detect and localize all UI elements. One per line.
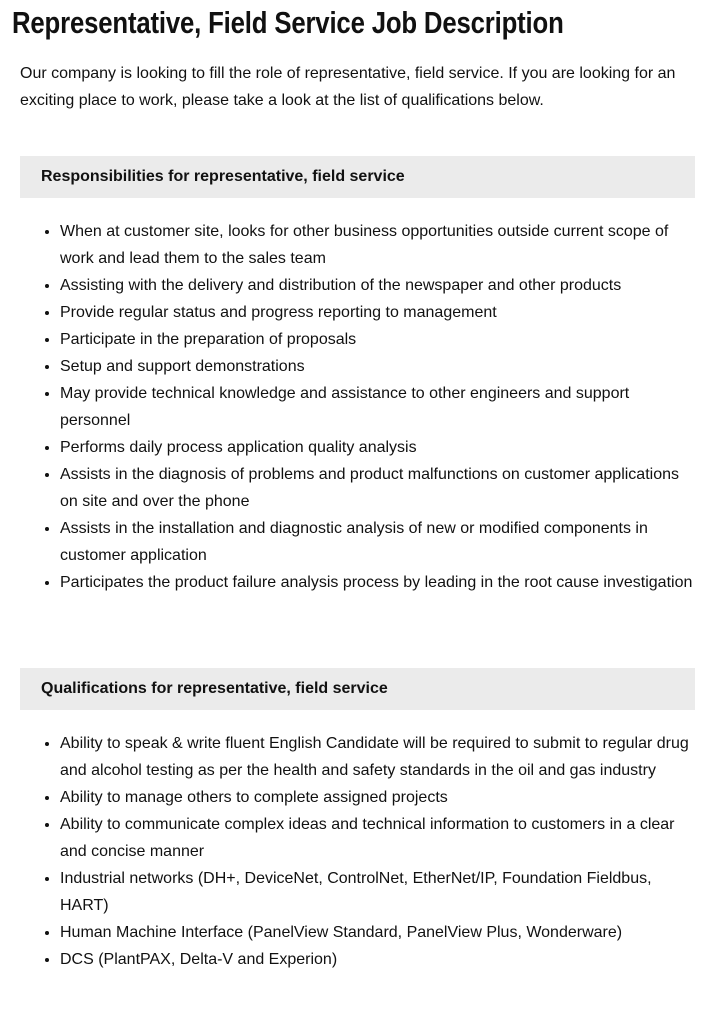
intro-paragraph: Our company is looking to fill the role of representative, field service. If you are looking for an exciting place to work, please take a look at the list of qualifications below.: [20, 65, 676, 109]
page-title: Representative, Field Service Job Description: [12, 5, 564, 40]
list-item: • Ability to speak & write fluent English Candidate will be required to submit to regular drug and alcohol testing as per the health and safety standards in the oil and gas industry: [60, 730, 695, 784]
list-item: • Setup and support demonstrations: [60, 353, 695, 380]
qualifications-heading: Qualifications for representative, field service: [20, 668, 695, 710]
list-item: • Ability to communicate complex ideas and technical information to customers in a clear and concise manner: [60, 811, 695, 865]
list-item: • Performs daily process application quality analysis: [60, 434, 695, 461]
list-item: • Ability to manage others to complete assigned projects: [60, 784, 695, 811]
list-item: • Human Machine Interface (PanelView Standard, PanelView Plus, Wonderware): [60, 919, 695, 946]
list-item: • When at customer site, looks for other business opportunities outside current scope of work and lead them to the sales team: [60, 218, 695, 272]
list-item: • Provide regular status and progress reporting to management: [60, 299, 695, 326]
list-item: • DCS (PlantPAX, Delta-V and Experion): [60, 946, 695, 973]
qualifications-section: [20, 668, 695, 973]
responsibilities-heading: Responsibilities for representative, field service: [20, 156, 695, 198]
page-title-wrap: [12, 2, 677, 44]
responsibilities-list: [20, 218, 695, 596]
responsibilities-section: [20, 156, 695, 596]
list-item: • Participates the product failure analysis process by leading in the root cause investigation: [60, 569, 695, 596]
list-item: • Participate in the preparation of proposals: [60, 326, 695, 353]
list-item: • Industrial networks (DH+, DeviceNet, ControlNet, EtherNet/IP, Foundation Fieldbus, HART): [60, 865, 695, 919]
list-item: • May provide technical knowledge and assistance to other engineers and support personnel: [60, 380, 695, 434]
list-item: • Assists in the diagnosis of problems and product malfunctions on customer applications on site and over the phone: [60, 461, 695, 515]
qualifications-list: [20, 730, 695, 973]
list-item: • Assists in the installation and diagnostic analysis of new or modified components in customer application: [60, 515, 695, 569]
list-item: • Assisting with the delivery and distribution of the newspaper and other products: [60, 272, 695, 299]
